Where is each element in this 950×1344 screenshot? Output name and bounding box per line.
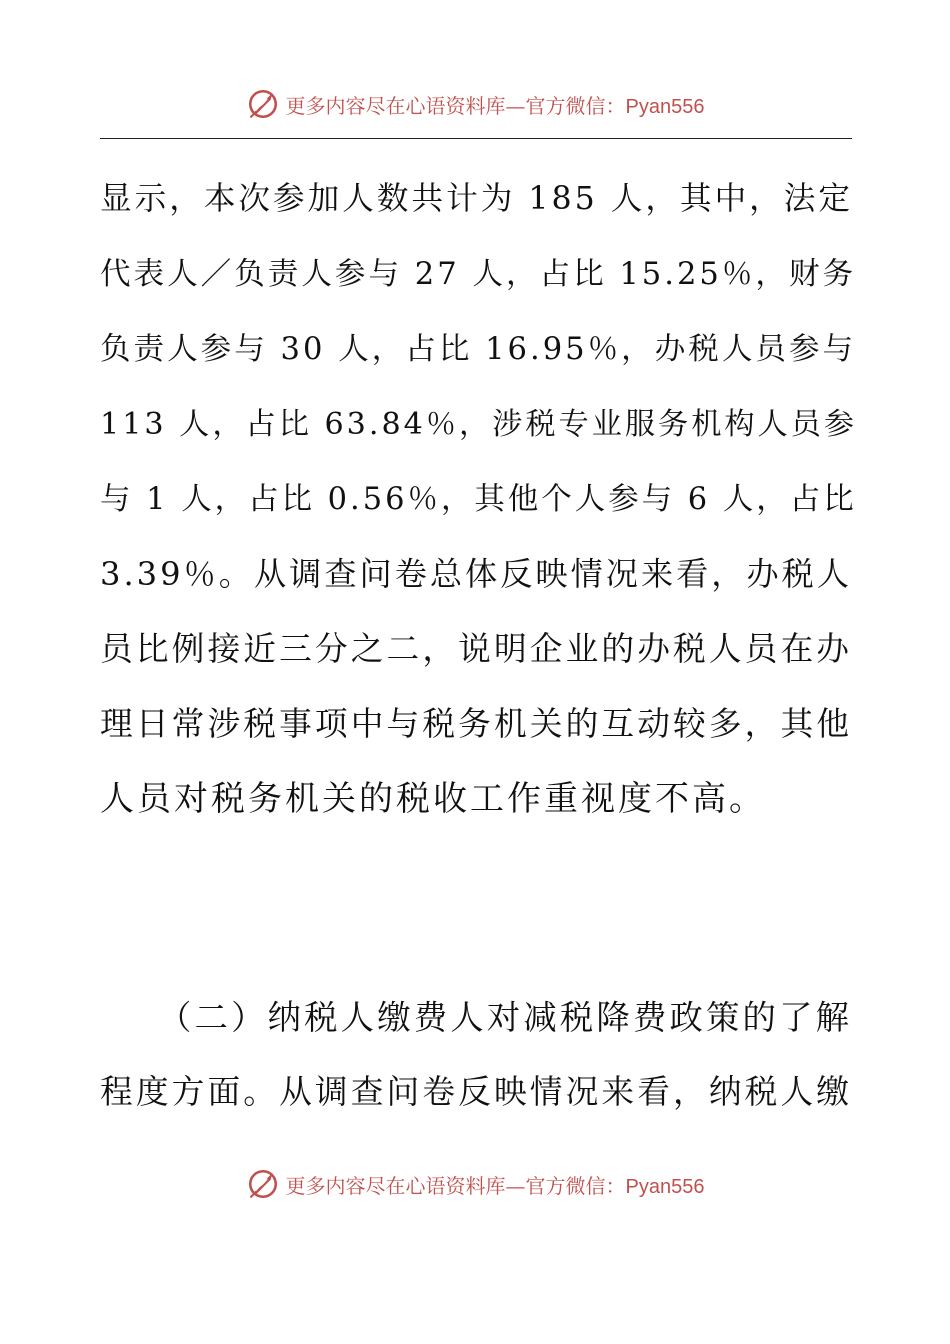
header-banner-text bbox=[286, 90, 705, 119]
paragraph-1 bbox=[100, 162, 858, 837]
paragraph-line: 程度方面。从调查问卷反映情况来看，纳税人缴 bbox=[100, 1073, 852, 1111]
paragraph-line: 113 人，占比 63.84％，涉税专业服务机构人员参 bbox=[100, 407, 858, 442]
quill-pen-logo-icon bbox=[246, 87, 280, 121]
paragraph-2 bbox=[100, 980, 852, 1130]
paragraph-line: 理日常涉税事项中与税务机关的互动较多，其他 bbox=[100, 705, 852, 743]
footer-banner bbox=[0, 1162, 950, 1206]
header-divider bbox=[100, 138, 852, 139]
footer-banner-text bbox=[286, 1170, 705, 1199]
paragraph-line: 负责人参与 30 人，占比 16.95％，办税人员参与 bbox=[100, 332, 857, 367]
paragraph-line: 显示，本次参加人数共计为 185 人，其中，法定 bbox=[100, 181, 854, 217]
footer-banner-cn: 更多内容尽在心语资料库—官方微信： bbox=[285, 1173, 626, 1198]
paragraph-line: （二）纳税人缴费人对减税降费政策的了解 bbox=[158, 998, 852, 1037]
header-banner-cn: 更多内容尽在心语资料库—官方微信： bbox=[285, 93, 626, 118]
paragraph-line: 代表人／负责人参与 27 人，占比 15.25％，财务 bbox=[100, 257, 857, 292]
paragraph-line: 人员对税务机关的税收工作重视度不高。 bbox=[100, 779, 766, 819]
footer-banner-id: Pyan556 bbox=[625, 1175, 705, 1198]
header-banner bbox=[0, 82, 950, 126]
quill-pen-logo-icon bbox=[246, 1167, 280, 1201]
paragraph-line: 员比例接近三分之二，说明企业的办税人员在办 bbox=[100, 630, 852, 668]
paragraph-line: 3.39％。从调查问卷总体反映情况来看，办税人 bbox=[100, 555, 852, 593]
paragraph-line: 与 1 人，占比 0.56％，其他个人参与 6 人，占比 bbox=[100, 482, 857, 517]
header-banner-id: Pyan556 bbox=[625, 95, 705, 118]
